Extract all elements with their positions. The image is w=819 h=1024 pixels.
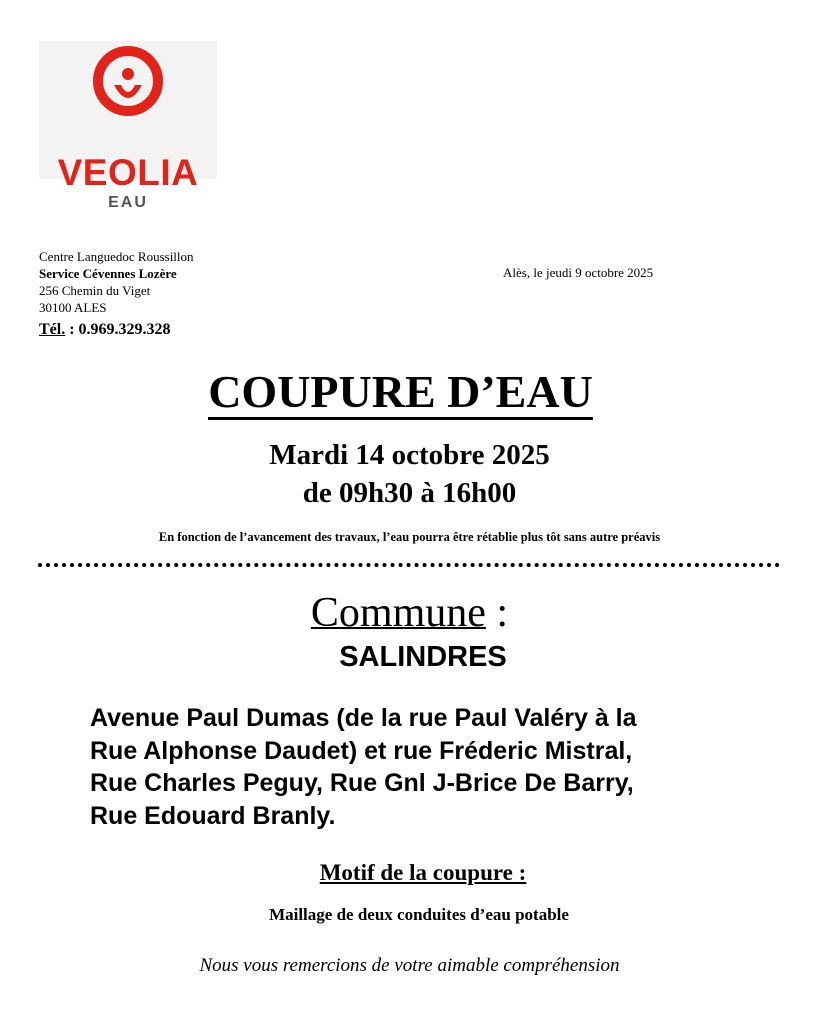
title-text: COUPURE D’EAU [208,366,593,420]
sender-phone [39,318,194,342]
street-line: Rue Alphonse Daudet) et rue Fréderic Mistral, [90,736,633,765]
veolia-emblem-icon [39,41,217,151]
closing-thanks: Nous vous remercions de votre aimable compréhension [199,955,620,976]
logo-subtitle-text: EAU [108,194,148,211]
affected-streets [90,702,790,832]
street-line: Avenue Paul Dumas (de la rue Paul Valéry à la [90,704,637,732]
sender-service: Service Cévennes Lozère [39,266,177,281]
street-line: Rue Edouard Branly. [90,801,336,830]
sender-city: 30100 ALES [39,300,107,315]
sender-address-block [39,248,194,342]
sender-street: 256 Chemin du Viget [39,283,151,298]
commune-label-suffix: : [485,590,509,636]
street-line: Rue Charles Peguy, Rue Gnl J-Brice De Barry, [90,769,634,797]
letter-date: Alès, le jeudi 9 octobre 2025 [503,265,654,280]
phone-number: : 0.969.329.328 [65,321,171,338]
outage-hours: de 09h30 à 16h00 [302,477,517,509]
phone-label: Tél. [39,321,66,338]
veolia-logo [39,41,217,211]
sender-center: Centre Languedoc Roussillon [39,249,194,264]
dotted-divider [38,563,780,567]
outage-date: Mardi 14 octobre 2025 [269,439,550,471]
reason-label: Motif de la coupure : [319,860,527,885]
commune-heading [0,588,819,638]
logo-brand-text: VEOLIA [57,152,199,193]
restoration-disclaimer: En fonction de l’avancement des travaux, l’eau pourra être rétablie plus tôt sans autre préavis [158,530,661,544]
reason-heading [0,858,819,888]
commune-name: SALINDRES [339,641,507,673]
page-title [0,362,810,422]
reason-text: Maillage de deux conduites d’eau potable [269,905,569,924]
outage-schedule [0,436,819,512]
commune-label: Commune [310,590,486,636]
